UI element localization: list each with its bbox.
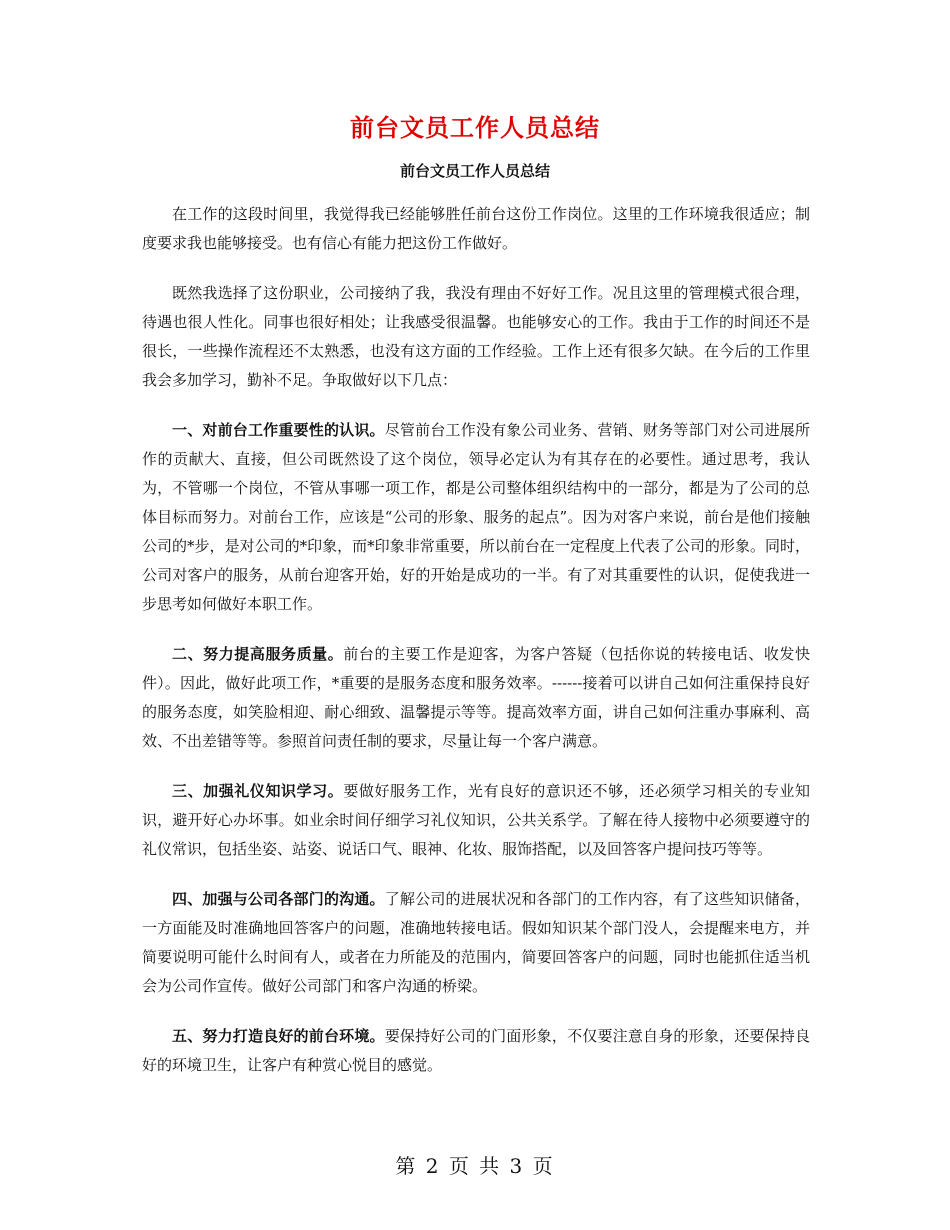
document-body [142,200,810,1101]
paragraph-text: 前台的主要工作是迎客，为客户答疑（包括你说的转接电话、收发快件）。因此，做好此项工作，*重要的是服务态度和服务效率。------接着可以讲自己如何注重保持良好的服务态度，如笑脸相迎、耐心细致、温馨提示等等。提高效率方面，讲自己如何注重办事麻利、高效、不出差错等等。参照首问责任制的要求，尽量让每一个客户满意。 [142,645,810,750]
paragraph-1 [142,200,810,258]
paragraph-heading: 二、努力提高服务质量。 [172,645,344,663]
paragraph-text: 了解公司的进展状况和各部门的工作内容，有了这些知识储备，一方面能及时准确地回答客户的问题，准确地转接电话。假如知识某个部门没人，会提醒来电方，并简要说明可能什么时间有人，或者在力所能及的范围内，简要回答客户的问题，同时也能抓住适当机会为公司作宣传。做好公司部门和客户沟通的桥梁。 [142,890,810,995]
paragraph-7 [142,1022,810,1080]
paragraph-heading: 一、对前台工作重要性的认识。 [172,421,385,439]
paragraph-3 [142,416,810,619]
paragraph-heading: 四、加强与公司各部门的沟通。 [172,890,385,908]
paragraph-heading: 三、加强礼仪知识学习。 [172,782,344,800]
paragraph-text: 尽管前台工作没有象公司业务、营销、财务等部门对公司进展所作的贡献大、直接，但公司既然设了这个岗位，领导必定认为有其存在的必要性。通过思考，我认为，不管哪一个岗位，不管从事哪一项工作，都是公司整体组织结构中的一部分，都是为了公司的总体目标而努力。对前台工作，应该是“公司的形象、服务的起点”。因为对客户来说，前台是他们接触公司的*步，是对公司的*印象，而*印象非常重要，所以前台在一定程度上代表了公司的形象。同时，公司对客户的服务，从前台迎客开始，好的开始是成功的一半。有了对其重要性的认识，促使我进一步思考如何做好本职工作。 [142,421,810,613]
paragraph-text: 在工作的这段时间里，我觉得我已经能够胜任前台这份工作岗位。这里的工作环境我很适应；制度要求我也能够接受。也有信心有能力把这份工作做好。 [142,205,810,252]
paragraph-4 [142,640,810,756]
document-subtitle: 前台文员工作人员总结 [399,162,550,180]
document-title: 前台文员工作人员总结 [350,114,600,142]
page-number-footer: 第 2 页 共 3 页 [395,1154,555,1178]
paragraph-6 [142,885,810,1001]
paragraph-2 [142,279,810,395]
paragraph-text: 要保持好公司的门面形象，不仅要注意自身的形象，还要保持良好的环境卫生，让客户有种赏心悦目的感觉。 [142,1027,810,1074]
paragraph-5 [142,777,810,864]
paragraph-heading: 五、努力打造良好的前台环境。 [172,1027,385,1045]
paragraph-text: 要做好服务工作，光有良好的意识还不够，还必须学习相关的专业知识，避开好心办坏事。如业余时间仔细学习礼仪知识，公共关系学。了解在待人接物中必须要遵守的礼仪常识，包括坐姿、站姿、说话口气、眼神、化妆、服饰搭配，以及回答客户提问技巧等等。 [142,782,810,858]
paragraph-text: 既然我选择了这份职业，公司接纳了我，我没有理由不好好工作。况且这里的管理模式很合理，待遇也很人性化。同事也很好相处；让我感受很温馨。也能够安心的工作。我由于工作的时间还不是很长，一些操作流程还不太熟悉，也没有这方面的工作经验。工作上还有很多欠缺。在今后的工作里我会多加学习，勤补不足。争取做好以下几点： [142,284,810,389]
